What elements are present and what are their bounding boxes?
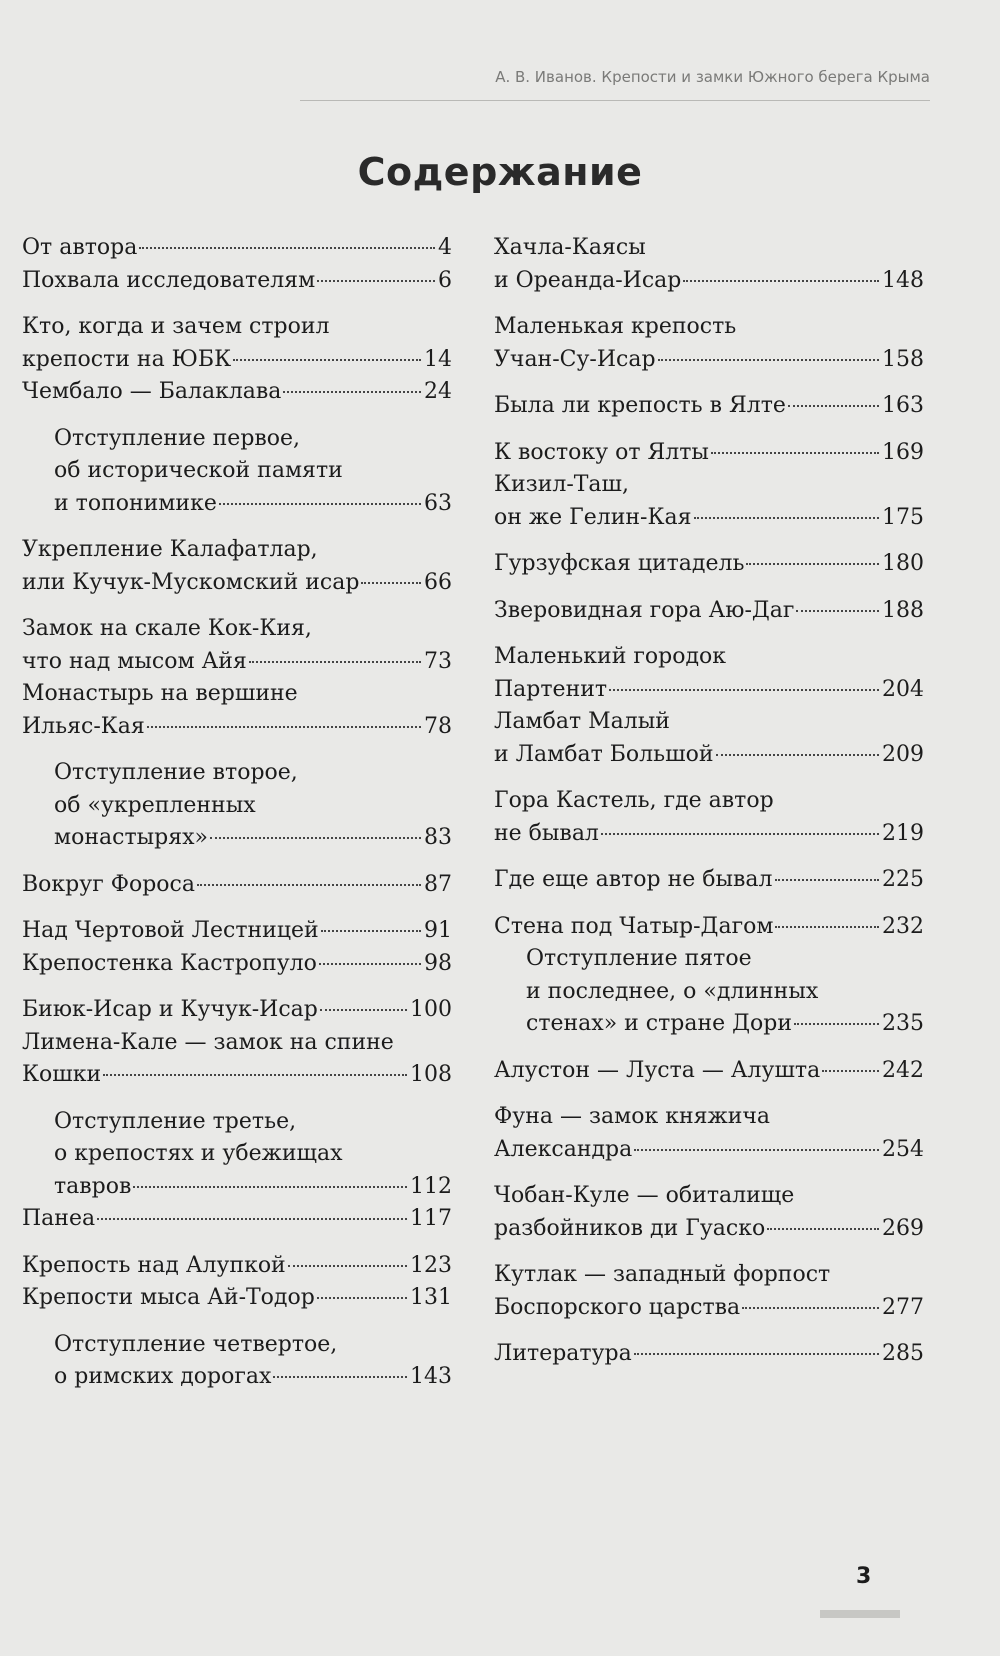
toc-entry-last-line	[22, 567, 452, 600]
toc-entry-title: об исторической памяти	[54, 458, 343, 483]
toc-entry	[22, 376, 452, 409]
toc-entry-title: и топонимике	[54, 490, 217, 516]
toc-entry-title: и Ламбат Большой	[494, 741, 714, 767]
toc-page-number: 232	[882, 913, 924, 939]
toc-entry-last-line	[494, 502, 924, 535]
toc-entry-last-line	[494, 265, 924, 298]
toc-page-number: 108	[410, 1062, 452, 1087]
toc-entry-line	[54, 1329, 452, 1362]
toc-entry	[22, 1027, 452, 1092]
toc-page-number: 254	[882, 1136, 924, 1162]
toc-entry-title: Фуна — замок княжича	[494, 1104, 771, 1129]
toc-entry-title: Была ли крепость в Ялте	[494, 393, 786, 418]
toc-entry-title: Замок на скале Кок-Кия,	[22, 616, 312, 641]
toc-entry-title: стенах» и стране Дори	[526, 1011, 793, 1036]
toc-entry	[494, 911, 924, 944]
toc-entry-line	[526, 943, 924, 976]
toc-leader-dots	[219, 503, 421, 505]
toc-entry-title: Маленькая крепость	[494, 314, 737, 339]
toc-entry-line	[22, 613, 452, 646]
toc-entry-title: Укрепление Калафатлар,	[22, 537, 318, 562]
toc-entry-line	[494, 1180, 924, 1213]
toc-leader-dots	[794, 1023, 879, 1025]
toc-entry	[494, 943, 924, 1041]
toc-entry-title: тавров	[54, 1173, 132, 1199]
toc-entry-last-line	[494, 818, 924, 851]
toc-entry-last-line	[54, 1171, 452, 1204]
toc-page-number: 188	[882, 597, 924, 623]
toc-page-number: 204	[882, 676, 924, 702]
toc-entry	[494, 1259, 924, 1324]
toc-entry-title: Кутлак — западный форпост	[494, 1262, 831, 1287]
toc-entry-last-line	[54, 1361, 452, 1394]
toc-entry-last-line	[494, 1292, 924, 1325]
toc-entry-title: Александра	[494, 1136, 633, 1162]
toc-leader-dots	[742, 1307, 879, 1309]
toc-page-number: 180	[882, 551, 924, 576]
toc-leader-dots	[711, 452, 879, 454]
toc-leader-dots	[317, 1297, 407, 1299]
toc-entry-title: От автора	[22, 235, 138, 260]
toc-entry	[22, 1106, 452, 1204]
toc-entry-title: Крепость над Алупкой	[22, 1252, 286, 1278]
toc-entry-last-line	[22, 376, 452, 409]
toc-leader-dots	[634, 1353, 879, 1355]
toc-entry-title: Чобан-Куле — обиталище	[494, 1183, 795, 1208]
toc-entry	[22, 311, 452, 376]
page-number-bar	[820, 1610, 900, 1618]
toc-leader-dots	[321, 930, 421, 932]
toc-entry-line	[494, 1101, 924, 1134]
toc-leader-dots	[249, 661, 421, 663]
toc-entry-line	[494, 1259, 924, 1292]
toc-entry	[22, 613, 452, 678]
toc-entry	[494, 706, 924, 771]
toc-leader-dots	[283, 391, 421, 393]
toc-entry-last-line	[494, 1213, 924, 1246]
toc-entry	[494, 785, 924, 850]
toc-entry-last-line	[494, 595, 924, 628]
toc-page-number: 63	[424, 490, 452, 516]
toc-entry-line	[526, 976, 924, 1009]
toc-page-number: 24	[424, 379, 452, 404]
toc-entry-last-line	[494, 864, 924, 897]
toc-entry	[494, 1055, 924, 1088]
toc-leader-dots	[319, 963, 421, 965]
toc-page-number: 285	[882, 1341, 924, 1366]
toc-leader-dots	[317, 280, 435, 282]
toc-leader-dots	[822, 1070, 879, 1072]
toc-entry-line	[494, 232, 924, 265]
toc-page-number: 175	[882, 504, 924, 530]
toc-entry	[22, 915, 452, 948]
toc-leader-dots	[796, 610, 879, 612]
toc-entry	[494, 311, 924, 376]
toc-entry-last-line	[22, 948, 452, 981]
toc-entry	[494, 1101, 924, 1166]
toc-entry-title: и последнее, о «длинных	[526, 978, 819, 1004]
toc-entry-title: Лимена-Кале — замок на спине	[22, 1029, 394, 1055]
toc-entry-title: Чембало — Балаклава	[22, 379, 282, 404]
toc-page-number: 14	[424, 346, 452, 372]
toc-entry-last-line	[494, 674, 924, 707]
toc-entry	[22, 1203, 452, 1236]
toc-leader-dots	[767, 1228, 879, 1230]
toc-entry-line	[22, 1027, 452, 1060]
toc-page-number: 100	[410, 997, 452, 1022]
toc-page-number: 6	[438, 267, 452, 293]
toc-entry	[494, 548, 924, 581]
toc-entry-line	[54, 1138, 452, 1171]
toc-entry-last-line	[22, 1282, 452, 1315]
toc-entry-title: Хачла-Каясы	[494, 235, 646, 260]
toc-entry	[494, 864, 924, 897]
page-title: Содержание	[357, 150, 643, 194]
toc-entry	[22, 232, 452, 265]
toc-entry	[22, 678, 452, 743]
toc-entry-line	[494, 469, 924, 502]
toc-entry-last-line	[494, 1338, 924, 1371]
toc-entry-last-line	[494, 911, 924, 944]
toc-leader-dots	[210, 837, 421, 839]
toc-entry	[494, 595, 924, 628]
toc-entry-title: и Ореанда-Исар	[494, 267, 682, 293]
toc-page-number: 117	[410, 1206, 452, 1231]
toc-page-number: 123	[410, 1252, 452, 1278]
toc-entry-title: Партенит	[494, 676, 608, 702]
toc-leader-dots	[320, 1009, 407, 1011]
toc-leader-dots	[361, 582, 421, 584]
toc-entry-title: К востоку от Ялты	[494, 439, 709, 465]
toc-entry-title: Отступление пятое	[526, 946, 752, 971]
toc-entry-last-line	[22, 711, 452, 744]
toc-entry-title: Ильяс-Кая	[22, 713, 145, 739]
toc-entry-title: или Кучук-Мускомский исар	[22, 569, 360, 595]
toc-entry-title: Алустон — Луста — Алушта	[494, 1057, 821, 1083]
toc-entry	[494, 1180, 924, 1245]
toc-entry-last-line	[22, 1059, 452, 1092]
toc-page-number: 209	[882, 741, 924, 767]
toc-leader-dots	[103, 1074, 407, 1076]
toc-column-left	[22, 232, 452, 1394]
toc-entry-title: Гора Кастель, где автор	[494, 788, 774, 813]
toc-entry-line	[54, 455, 452, 488]
toc-entry	[22, 869, 452, 902]
toc-entry-title: Кизил-Таш,	[494, 472, 629, 497]
toc-entry-last-line	[22, 646, 452, 679]
toc-entry-line	[22, 311, 452, 344]
toc-leader-dots	[273, 1376, 407, 1378]
toc-entry-last-line	[494, 344, 924, 377]
toc-page-number: 163	[882, 393, 924, 418]
toc-entry	[22, 1282, 452, 1315]
toc-entry-title: Учан-Су-Исар	[494, 346, 656, 372]
toc-entry-title: Панеа	[22, 1206, 96, 1231]
toc-entry-line	[54, 423, 452, 456]
toc-entry-last-line	[494, 548, 924, 581]
toc-entry	[494, 641, 924, 706]
toc-entry-title: Похвала исследователям	[22, 267, 316, 293]
toc-entry-line	[22, 678, 452, 711]
toc-page-number: 98	[424, 950, 452, 976]
toc-leader-dots	[683, 280, 879, 282]
toc-entry-last-line	[494, 437, 924, 470]
toc-leader-dots	[233, 359, 421, 361]
toc-entry-title: он же Гелин-Кая	[494, 504, 692, 530]
running-header: А. В. Иванов. Крепости и замки Южного берега Крыма	[300, 68, 930, 101]
toc-leader-dots	[746, 563, 879, 565]
toc-page-number: 235	[882, 1011, 924, 1036]
toc-page-number: 225	[882, 867, 924, 892]
toc-page-number: 242	[882, 1057, 924, 1083]
toc-leader-dots	[133, 1186, 407, 1188]
toc-leader-dots	[97, 1218, 407, 1220]
toc-entry-last-line	[22, 994, 452, 1027]
toc-entry-title: Отступление второе,	[54, 760, 298, 785]
toc-entry-title: Кошки	[22, 1062, 102, 1087]
toc-page-number: 219	[882, 820, 924, 846]
page-number: 3	[856, 1564, 872, 1589]
toc-entry	[22, 994, 452, 1027]
toc-page-number: 83	[424, 825, 452, 850]
toc-page-number: 112	[410, 1173, 452, 1199]
toc-page-number: 131	[410, 1285, 452, 1310]
toc-page-number: 73	[424, 648, 452, 674]
toc-leader-dots	[634, 1149, 879, 1151]
toc-entry-title: что над мысом Айя	[22, 648, 247, 674]
toc-entry-title: Литература	[494, 1341, 632, 1366]
toc-leader-dots	[288, 1265, 407, 1267]
toc-entry	[494, 437, 924, 470]
toc-entry-last-line	[494, 739, 924, 772]
toc-page-number: 4	[438, 235, 452, 260]
toc-entry-line	[494, 706, 924, 739]
toc-leader-dots	[694, 517, 880, 519]
toc-entry	[494, 390, 924, 423]
toc-entry-line	[494, 785, 924, 818]
toc-entry-line	[494, 311, 924, 344]
toc-entry-title: Ламбат Малый	[494, 709, 670, 734]
toc-leader-dots	[788, 405, 879, 407]
toc-entry-title: Стена под Чатыр-Дагом	[494, 913, 774, 939]
toc-entry	[494, 232, 924, 297]
toc-entry-line	[54, 757, 452, 790]
toc-entry-title: Где еще автор не бывал	[494, 867, 773, 892]
toc-entry-title: Зверовидная гора Аю-Даг	[494, 597, 795, 623]
toc-entry-last-line	[54, 822, 452, 855]
toc-page-number: 277	[882, 1294, 924, 1320]
toc-page-number: 148	[882, 267, 924, 293]
toc-entry-last-line	[22, 1203, 452, 1236]
toc-entry	[22, 948, 452, 981]
toc-entry-last-line	[494, 1055, 924, 1088]
toc-entry	[494, 1338, 924, 1371]
toc-entry-last-line	[22, 915, 452, 948]
toc-entry-title: Маленький городок	[494, 644, 726, 669]
toc-entry-title: разбойников ди Гуаско	[494, 1215, 766, 1241]
toc-page-number: 87	[424, 871, 452, 897]
toc-page-number: 269	[882, 1215, 924, 1241]
toc-column-right	[494, 232, 924, 1371]
toc-page-number: 91	[424, 918, 452, 943]
toc-entry-last-line	[494, 390, 924, 423]
toc-entry-title: Над Чертовой Лестницей	[22, 918, 319, 943]
toc-entry-line	[22, 534, 452, 567]
toc-entry-title: не бывал	[494, 820, 599, 846]
toc-entry-title: Монастырь на вершине	[22, 681, 298, 706]
toc-entry-title: Вокруг Фороса	[22, 871, 195, 897]
toc-leader-dots	[716, 754, 880, 756]
toc-leader-dots	[139, 247, 435, 249]
toc-entry-last-line	[22, 265, 452, 298]
toc-leader-dots	[147, 726, 421, 728]
toc-entry-last-line	[54, 488, 452, 521]
toc-entry-last-line	[494, 1134, 924, 1167]
toc-leader-dots	[775, 879, 879, 881]
toc-entry-title: о крепостях и убежищах	[54, 1141, 343, 1166]
toc-entry-title: Отступление четвертое,	[54, 1331, 338, 1357]
toc-entry	[22, 1329, 452, 1394]
toc-entry	[22, 1250, 452, 1283]
toc-entry-last-line	[22, 232, 452, 265]
toc-entry-title: Крепостенка Кастропуло	[22, 950, 317, 976]
toc-entry	[22, 757, 452, 855]
toc-page-number: 169	[882, 439, 924, 465]
toc-entry-title: Боспорского царства	[494, 1294, 741, 1320]
toc-entry-last-line	[22, 1250, 452, 1283]
toc-entry-title: Гурзуфская цитадель	[494, 551, 745, 576]
toc-entry	[22, 534, 452, 599]
toc-entry	[494, 469, 924, 534]
toc-entry-title: Биюк-Исар и Кучук-Исар	[22, 997, 318, 1022]
toc-leader-dots	[658, 359, 879, 361]
toc-page-number: 78	[424, 713, 452, 739]
toc-entry	[22, 265, 452, 298]
toc-entry-line	[54, 790, 452, 823]
toc-entry-title: Отступление первое,	[54, 425, 301, 451]
toc-page-number: 158	[882, 346, 924, 372]
toc-leader-dots	[775, 926, 879, 928]
toc-page-number: 143	[410, 1364, 452, 1389]
toc-leader-dots	[609, 689, 879, 691]
toc-entry-title: монастырях»	[54, 825, 208, 850]
toc-entry-line	[494, 641, 924, 674]
toc-entry-title: об «укрепленных	[54, 792, 256, 818]
toc-leader-dots	[197, 884, 421, 886]
toc-entry-title: о римских дорогах	[54, 1364, 272, 1389]
toc-entry-title: Отступление третье,	[54, 1108, 297, 1134]
toc-entry-line	[54, 1106, 452, 1139]
toc-entry-last-line	[22, 869, 452, 902]
toc-leader-dots	[601, 833, 879, 835]
toc-entry-title: крепости на ЮБК	[22, 346, 232, 372]
toc-entry-last-line	[22, 344, 452, 377]
toc-entry-title: Крепости мыса Ай-Тодор	[22, 1285, 315, 1310]
toc-entry-title: Кто, когда и зачем строил	[22, 314, 330, 339]
toc-page-number: 66	[424, 569, 452, 595]
toc-entry-last-line	[526, 1008, 924, 1041]
toc-entry	[22, 423, 452, 521]
